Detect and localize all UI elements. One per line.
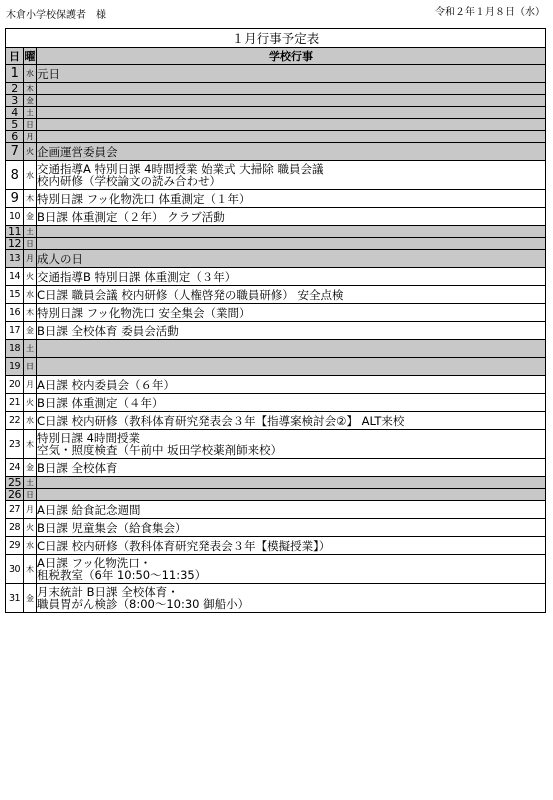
schedule-row xyxy=(6,268,546,286)
table-title: １月行事予定表 xyxy=(6,29,546,48)
day-number: 1 xyxy=(6,65,24,83)
weekday: 金 xyxy=(24,322,37,340)
recipient-line: 木倉小学校保護者 様 xyxy=(6,10,106,21)
weekday: 水 xyxy=(24,412,37,430)
weekday: 月 xyxy=(24,131,37,143)
day-number: 4 xyxy=(6,107,24,119)
event-line: 特別日課 フッ化物洗口 安全集会（業間） xyxy=(37,305,251,320)
schedule-row xyxy=(6,501,546,519)
event-line: A日課 給食記念週間 xyxy=(37,502,141,517)
event-cell xyxy=(37,489,546,501)
weekday: 火 xyxy=(24,143,37,161)
event-cell xyxy=(37,537,546,555)
weekday: 火 xyxy=(24,268,37,286)
weekday: 月 xyxy=(24,376,37,394)
day-number: 25 xyxy=(6,477,24,489)
schedule-row xyxy=(6,131,546,143)
schedule-row xyxy=(6,584,546,613)
event-cell xyxy=(37,358,546,376)
schedule-row xyxy=(6,412,546,430)
schedule-row xyxy=(6,208,546,226)
day-number: 12 xyxy=(6,238,24,250)
schedule-row xyxy=(6,304,546,322)
schedule-row xyxy=(6,250,546,268)
weekday: 日 xyxy=(24,119,37,131)
event-line: B日課 児童集会（給食集会） xyxy=(37,520,187,535)
day-number: 24 xyxy=(6,459,24,477)
event-line: 特別日課 4時間授業 xyxy=(37,431,140,445)
event-cell xyxy=(37,95,546,107)
schedule-row xyxy=(6,322,546,340)
event-line: B日課 全校体育 委員会活動 xyxy=(37,323,179,338)
event-cell xyxy=(37,430,546,459)
weekday: 日 xyxy=(24,358,37,376)
day-number: 6 xyxy=(6,131,24,143)
schedule-row xyxy=(6,394,546,412)
weekday: 月 xyxy=(24,501,37,519)
schedule-row xyxy=(6,286,546,304)
event-cell xyxy=(37,286,546,304)
schedule-row xyxy=(6,376,546,394)
weekday: 木 xyxy=(24,555,37,584)
day-number: 29 xyxy=(6,537,24,555)
event-line: B日課 全校体育 xyxy=(37,460,118,475)
event-cell xyxy=(37,340,546,358)
day-number: 8 xyxy=(6,161,24,190)
day-number: 22 xyxy=(6,412,24,430)
weekday: 木 xyxy=(24,430,37,459)
event-cell xyxy=(37,477,546,489)
event-cell xyxy=(37,119,546,131)
schedule-row xyxy=(6,519,546,537)
schedule-row xyxy=(6,238,546,250)
schedule-row xyxy=(6,555,546,584)
day-number: 9 xyxy=(6,190,24,208)
weekday: 木 xyxy=(24,304,37,322)
weekday: 日 xyxy=(24,489,37,501)
event-line: 企画運営委員会 xyxy=(37,144,118,159)
event-line: A日課 校内委員会（６年） xyxy=(37,377,176,392)
weekday: 火 xyxy=(24,394,37,412)
event-cell xyxy=(37,238,546,250)
event-line: 元日 xyxy=(37,66,60,81)
day-number: 20 xyxy=(6,376,24,394)
event-line: 校内研修（学校論文の読み合わせ） xyxy=(37,174,221,188)
column-header-event: 学校行事 xyxy=(37,48,546,65)
schedule-row xyxy=(6,83,546,95)
event-line: 成人の日 xyxy=(37,251,83,266)
event-cell xyxy=(37,501,546,519)
weekday: 木 xyxy=(24,190,37,208)
weekday: 土 xyxy=(24,226,37,238)
column-header-weekday: 曜 xyxy=(24,48,37,65)
event-line: 租税教室（6年 10:50～11:35） xyxy=(37,568,207,582)
event-cell xyxy=(37,250,546,268)
event-line: 交通指導A 特別日課 4時間授業 始業式 大掃除 職員会議 xyxy=(37,162,324,176)
day-number: 13 xyxy=(6,250,24,268)
schedule-row xyxy=(6,161,546,190)
schedule-row xyxy=(6,95,546,107)
schedule-row xyxy=(6,119,546,131)
day-number: 19 xyxy=(6,358,24,376)
event-line: C日課 職員会議 校内研修（人権啓発の職員研修） 安全点検 xyxy=(37,287,344,302)
document-date: 令和２年１月８日（水） xyxy=(435,7,545,18)
event-cell xyxy=(37,304,546,322)
event-cell xyxy=(37,65,546,83)
event-cell xyxy=(37,376,546,394)
event-line: A日課 フッ化物洗口・ xyxy=(37,556,152,570)
weekday: 火 xyxy=(24,519,37,537)
schedule-row xyxy=(6,340,546,358)
event-cell xyxy=(37,394,546,412)
schedule-row xyxy=(6,190,546,208)
schedule-row xyxy=(6,459,546,477)
day-number: 7 xyxy=(6,143,24,161)
event-cell xyxy=(37,83,546,95)
event-cell xyxy=(37,190,546,208)
event-cell xyxy=(37,143,546,161)
weekday: 金 xyxy=(24,208,37,226)
event-line: C日課 校内研修（教科体育研究発表会３年【指導案検討会②】 ALT来校 xyxy=(37,413,405,428)
schedule-row xyxy=(6,489,546,501)
weekday: 日 xyxy=(24,238,37,250)
weekday: 土 xyxy=(24,340,37,358)
schedule-row xyxy=(6,537,546,555)
day-number: 11 xyxy=(6,226,24,238)
weekday: 水 xyxy=(24,286,37,304)
event-line: 交通指導B 特別日課 体重測定（３年） xyxy=(37,269,237,284)
event-cell xyxy=(37,208,546,226)
event-line: 空気・照度検査（午前中 坂田学校薬剤師来校） xyxy=(37,443,283,457)
day-number: 18 xyxy=(6,340,24,358)
event-line: C日課 校内研修（教科体育研究発表会３年【模擬授業】） xyxy=(37,538,331,553)
event-cell xyxy=(37,268,546,286)
day-number: 15 xyxy=(6,286,24,304)
weekday: 水 xyxy=(24,161,37,190)
schedule-row xyxy=(6,143,546,161)
event-line: 職員胃がん検診（8:00～10:30 御船小） xyxy=(37,597,250,611)
schedule-row xyxy=(6,226,546,238)
day-number: 5 xyxy=(6,119,24,131)
schedule-row xyxy=(6,477,546,489)
day-number: 2 xyxy=(6,83,24,95)
event-cell xyxy=(37,131,546,143)
weekday: 水 xyxy=(24,65,37,83)
schedule-rows xyxy=(6,65,546,613)
event-cell xyxy=(37,226,546,238)
event-line: 特別日課 フッ化物洗口 体重測定（１年） xyxy=(37,191,251,206)
event-cell xyxy=(37,161,546,190)
schedule-row xyxy=(6,107,546,119)
day-number: 3 xyxy=(6,95,24,107)
schedule-row xyxy=(6,358,546,376)
day-number: 23 xyxy=(6,430,24,459)
event-cell xyxy=(37,555,546,584)
weekday: 金 xyxy=(24,459,37,477)
day-number: 10 xyxy=(6,208,24,226)
event-line: B日課 体重測定（４年） xyxy=(37,395,164,410)
day-number: 16 xyxy=(6,304,24,322)
day-number: 30 xyxy=(6,555,24,584)
weekday: 水 xyxy=(24,537,37,555)
schedule-table xyxy=(5,28,546,613)
day-number: 28 xyxy=(6,519,24,537)
event-line: 月末統計 B日課 全校体育・ xyxy=(37,585,179,599)
day-number: 17 xyxy=(6,322,24,340)
event-cell xyxy=(37,459,546,477)
weekday: 金 xyxy=(24,95,37,107)
weekday: 土 xyxy=(24,107,37,119)
day-number: 26 xyxy=(6,489,24,501)
event-line: B日課 体重測定（２年） クラブ活動 xyxy=(37,209,225,224)
weekday: 金 xyxy=(24,584,37,613)
weekday: 木 xyxy=(24,83,37,95)
weekday: 土 xyxy=(24,477,37,489)
event-cell xyxy=(37,107,546,119)
weekday: 月 xyxy=(24,250,37,268)
schedule-row xyxy=(6,430,546,459)
event-cell xyxy=(37,322,546,340)
event-cell xyxy=(37,412,546,430)
day-number: 14 xyxy=(6,268,24,286)
event-cell xyxy=(37,584,546,613)
column-header-day: 日 xyxy=(6,48,24,65)
schedule-row xyxy=(6,65,546,83)
day-number: 27 xyxy=(6,501,24,519)
day-number: 21 xyxy=(6,394,24,412)
event-cell xyxy=(37,519,546,537)
day-number: 31 xyxy=(6,584,24,613)
